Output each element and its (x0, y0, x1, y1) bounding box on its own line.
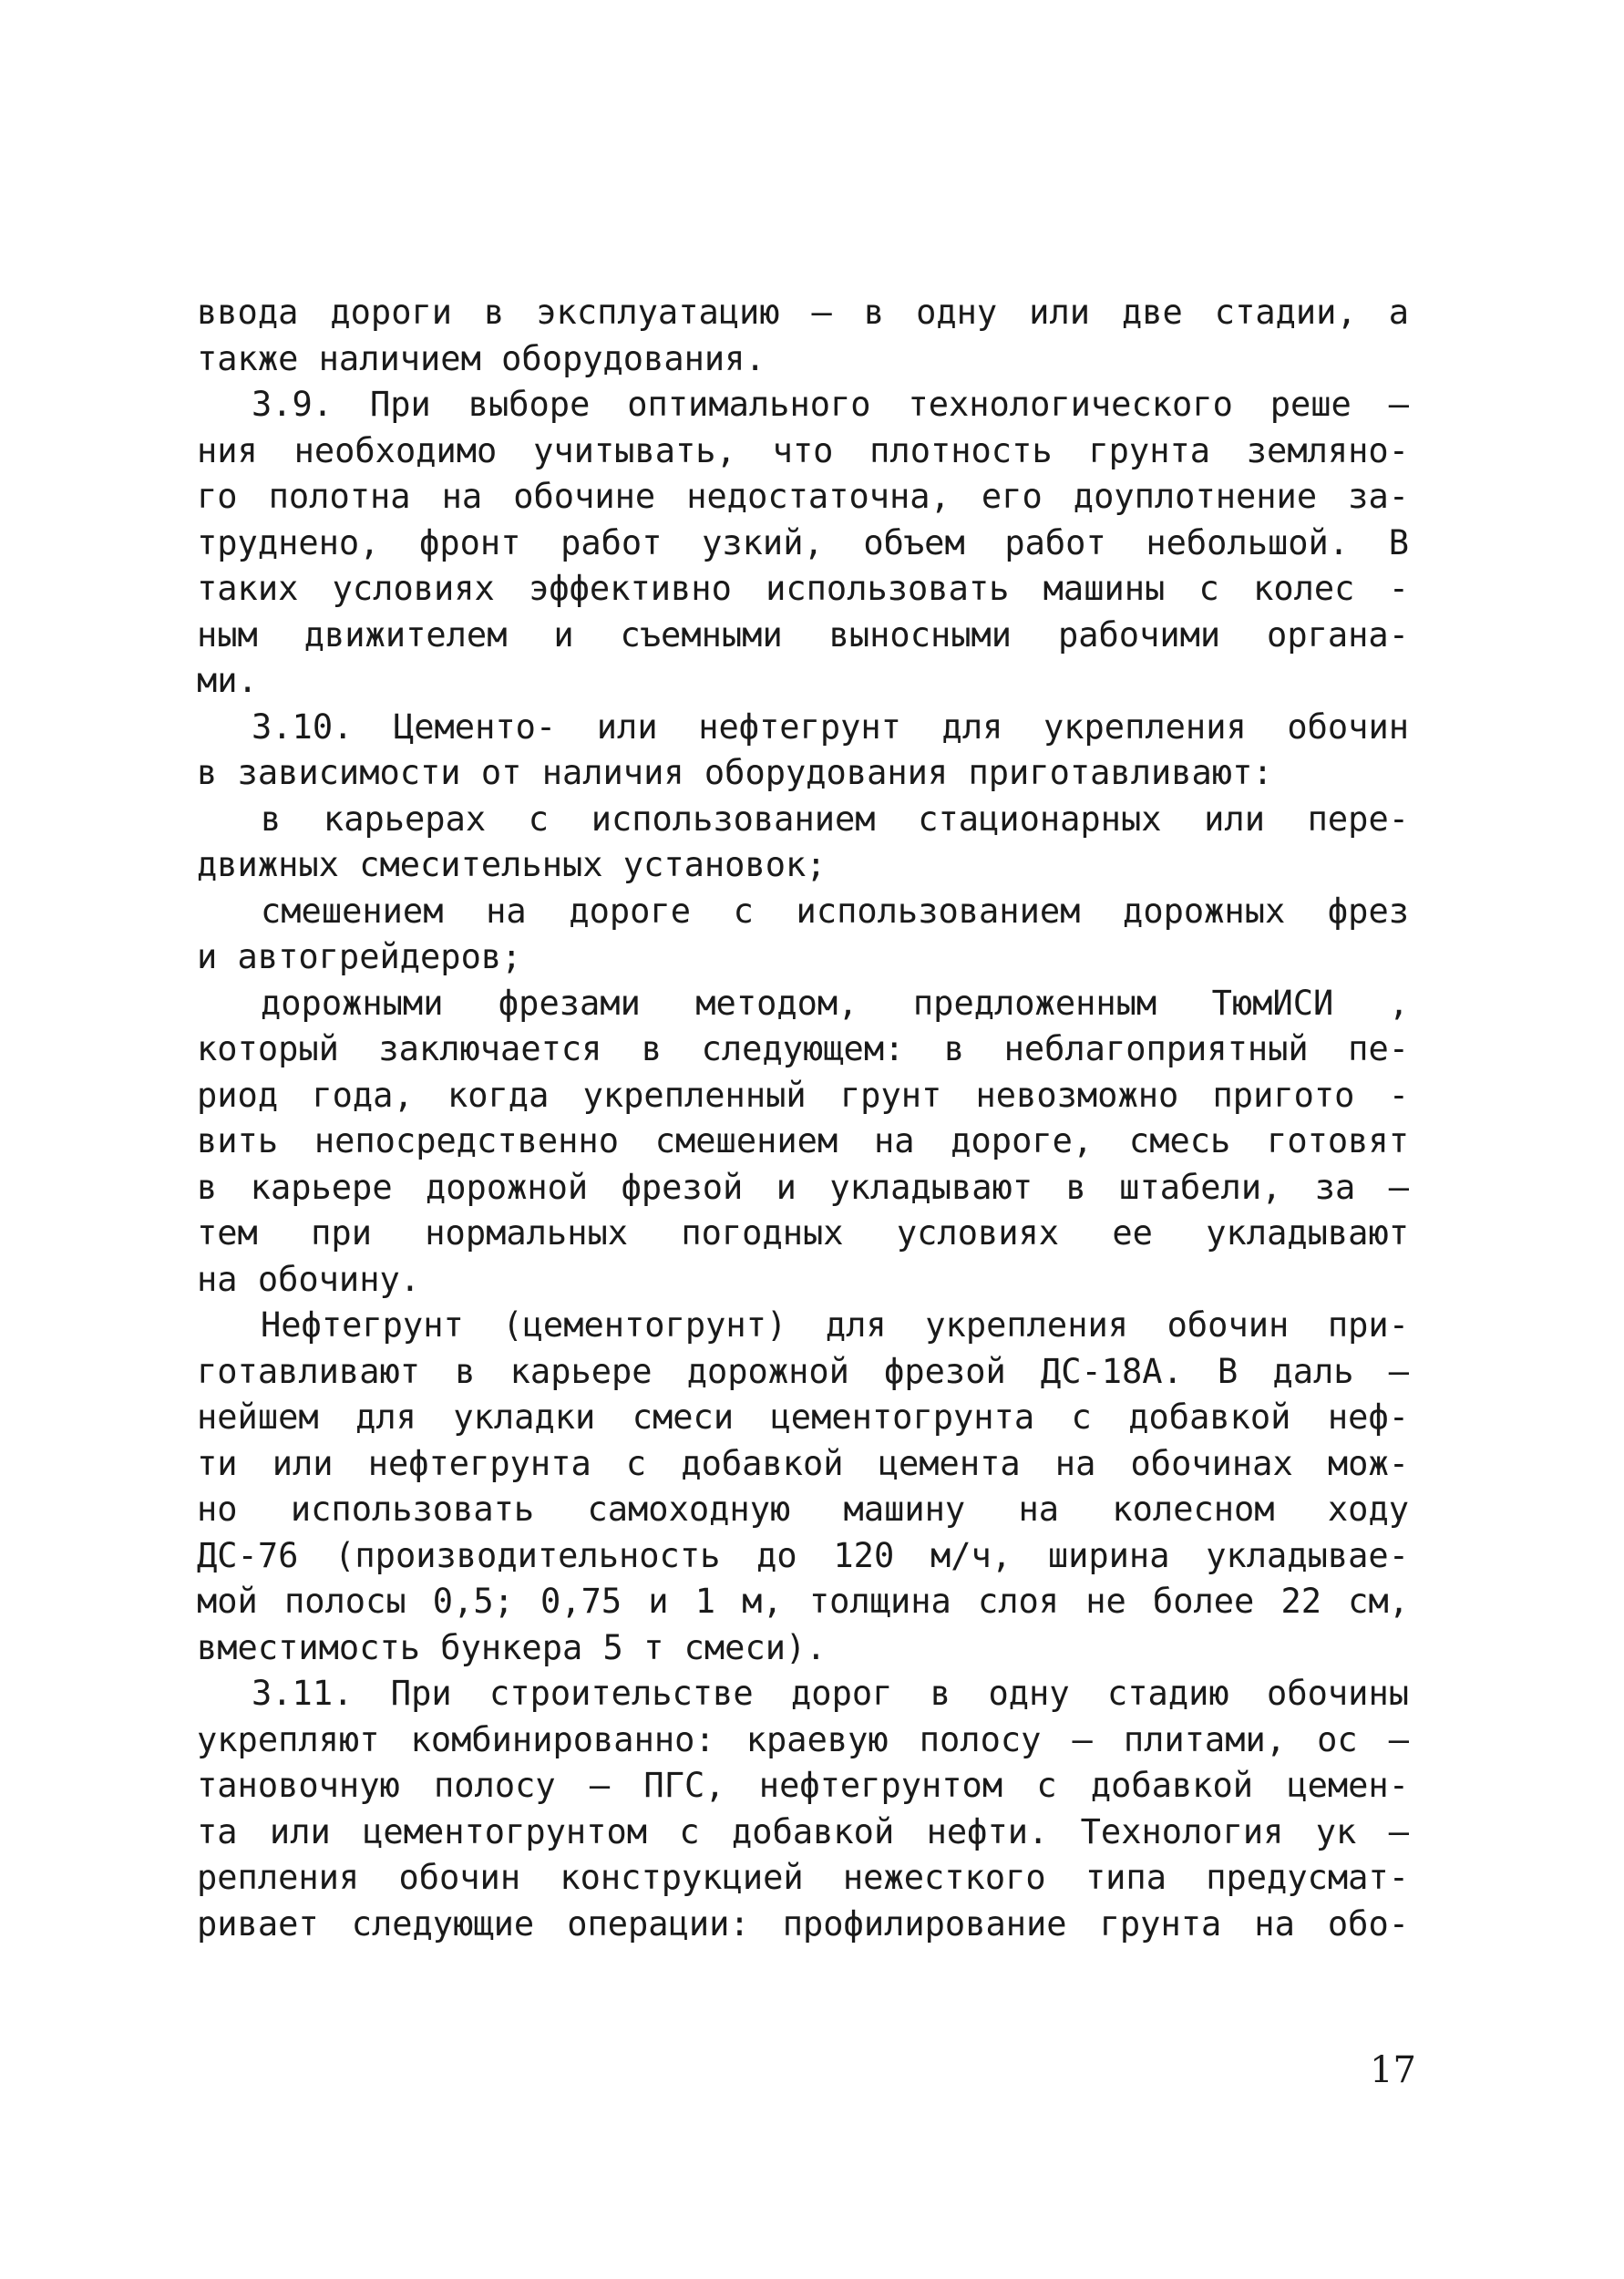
text-line: движных смесительных установок; (197, 845, 827, 884)
text-line: ми. (197, 661, 258, 700)
text-line: вместимость бункера 5 т смеси). (197, 1627, 827, 1667)
text-line: готавливают в карьере дорожной фрезой ДС-18А. В даль – (197, 1351, 1409, 1391)
text-line: и автогрейдеров; (197, 937, 522, 976)
text-line: дорожными фрезами методом, предложенным ТюмИСИ , (261, 983, 1409, 1023)
text-line: та или цементогрунтом с добавкой нефти. Технология ук – (197, 1811, 1409, 1851)
text-line: го полотна на обочине недостаточна, его доуплотнение за- (197, 477, 1409, 516)
text-line: вить непосредственно смешением на дороге, смесь готовят (197, 1121, 1409, 1160)
text-line: тановочную полосу – ПГС, нефтегрунтом с добавкой цемен- (197, 1766, 1409, 1805)
text-line: 3.9. При выборе оптимального технологического реше – (252, 385, 1409, 424)
text-line: нейшем для укладки смеси цементогрунта с добавкой неф- (197, 1397, 1409, 1437)
text-line: ДС-76 (производительность до 120 м/ч, ширина укладывае- (197, 1535, 1409, 1575)
text-line: в карьере дорожной фрезой и укладывают в штабели, за – (197, 1167, 1409, 1207)
text-line: репления обочин конструкцией нежесткого типа предусмат- (197, 1858, 1409, 1897)
text-line: но использовать самоходную машину на колесном ходу (197, 1490, 1409, 1529)
text-line: смешением на дороге с использованием дорожных фрез (261, 891, 1409, 931)
body-text (197, 290, 1409, 1947)
text-line: который заключается в следующем: в неблагоприятный пе- (197, 1029, 1409, 1068)
text-line: риод года, когда укрепленный грунт невозможно пригото - (197, 1075, 1409, 1115)
text-line: ти или нефтегрунта с добавкой цемента на обочинах мож- (197, 1443, 1409, 1483)
text-line: труднено, фронт работ узкий, объем работ небольшой. В (197, 522, 1409, 562)
text-line: мой полосы 0,5; 0,75 и 1 м, толщина слоя не более 22 см, (197, 1582, 1409, 1621)
text-line: ривает следующие операции: профилирование грунта на обо- (197, 1903, 1409, 1944)
page-number: 17 (1370, 2049, 1416, 2091)
text-line: ным движителем и съемными выносными рабочими органа- (197, 614, 1409, 655)
text-line: в зависимости от наличия оборудования приготавливают: (197, 753, 1273, 792)
text-line: таких условиях эффективно использовать машины с колес - (197, 569, 1409, 608)
text-line: ввода дороги в эксплуатацию – в одну или две стадии, а (197, 293, 1409, 332)
text-line: на обочину. (197, 1259, 421, 1299)
text-line: в карьерах с использованием стационарных или пере- (261, 799, 1409, 839)
text-line: Нефтегрунт (цементогрунт) для укрепления обочин при- (261, 1305, 1409, 1345)
text-line: также наличием оборудования. (197, 338, 766, 378)
text-line: 3.11. При строительстве дорог в одну стадию обочины (252, 1674, 1409, 1713)
text-line: тем при нормальных погодных условиях ее укладывают (197, 1213, 1409, 1253)
text-line: ния необходимо учитывать, что плотность грунта земляно- (197, 430, 1409, 470)
text-line: 3.10. Цементо- или нефтегрунт для укрепления обочин (252, 706, 1409, 747)
text-line: укрепляют комбинированно: краевую полосу – плитами, ос – (197, 1719, 1409, 1759)
